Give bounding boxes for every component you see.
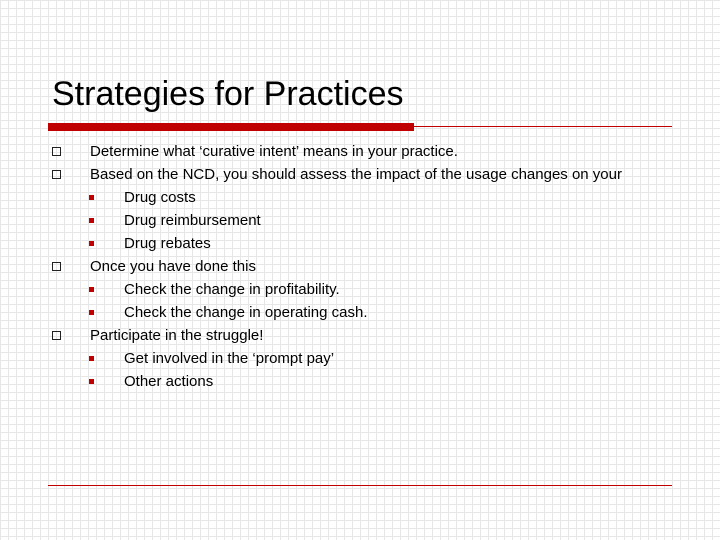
filled-square-bullet-icon [89,218,94,223]
slide-title: Strategies for Practices [52,75,404,113]
filled-square-bullet-icon [89,379,94,384]
bullet-item [0,255,720,278]
filled-square-bullet-icon [89,287,94,292]
bullet-text: Once you have done this [90,258,256,275]
bullet-item [0,324,720,347]
bullet-text: Determine what ‘curative intent’ means in your practice. [90,143,458,160]
sub-bullet-item [0,209,720,232]
title-accent-bar [48,123,414,131]
sub-bullet-item [0,186,720,209]
sub-bullet-text: Other actions [124,373,214,390]
sub-bullet-text: Drug reimbursement [124,212,261,229]
sub-bullet-text: Get involved in the ‘prompt pay’ [124,350,335,367]
sub-bullet-text: Check the change in profitability. [124,281,340,298]
bullet-list [0,140,720,393]
sub-bullet-text: Drug rebates [124,235,211,252]
footer-rule [48,485,672,486]
sub-bullet-item [0,370,720,393]
filled-square-bullet-icon [89,356,94,361]
filled-square-bullet-icon [89,310,94,315]
filled-square-bullet-icon [89,195,94,200]
filled-square-bullet-icon [89,241,94,246]
sub-bullet-item [0,278,720,301]
sub-bullet-item [0,301,720,324]
sub-bullet-text: Check the change in operating cash. [124,304,368,321]
sub-bullet-text: Drug costs [124,189,196,206]
bullet-item [0,163,720,186]
sub-bullet-item [0,347,720,370]
hollow-square-bullet-icon [52,331,61,340]
hollow-square-bullet-icon [52,262,61,271]
bullet-item [0,140,720,163]
hollow-square-bullet-icon [52,170,61,179]
bullet-text: Participate in the struggle! [90,327,264,344]
bullet-text: Based on the NCD, you should assess the impact of the usage changes on your [90,166,622,183]
sub-bullet-item [0,232,720,255]
hollow-square-bullet-icon [52,147,61,156]
